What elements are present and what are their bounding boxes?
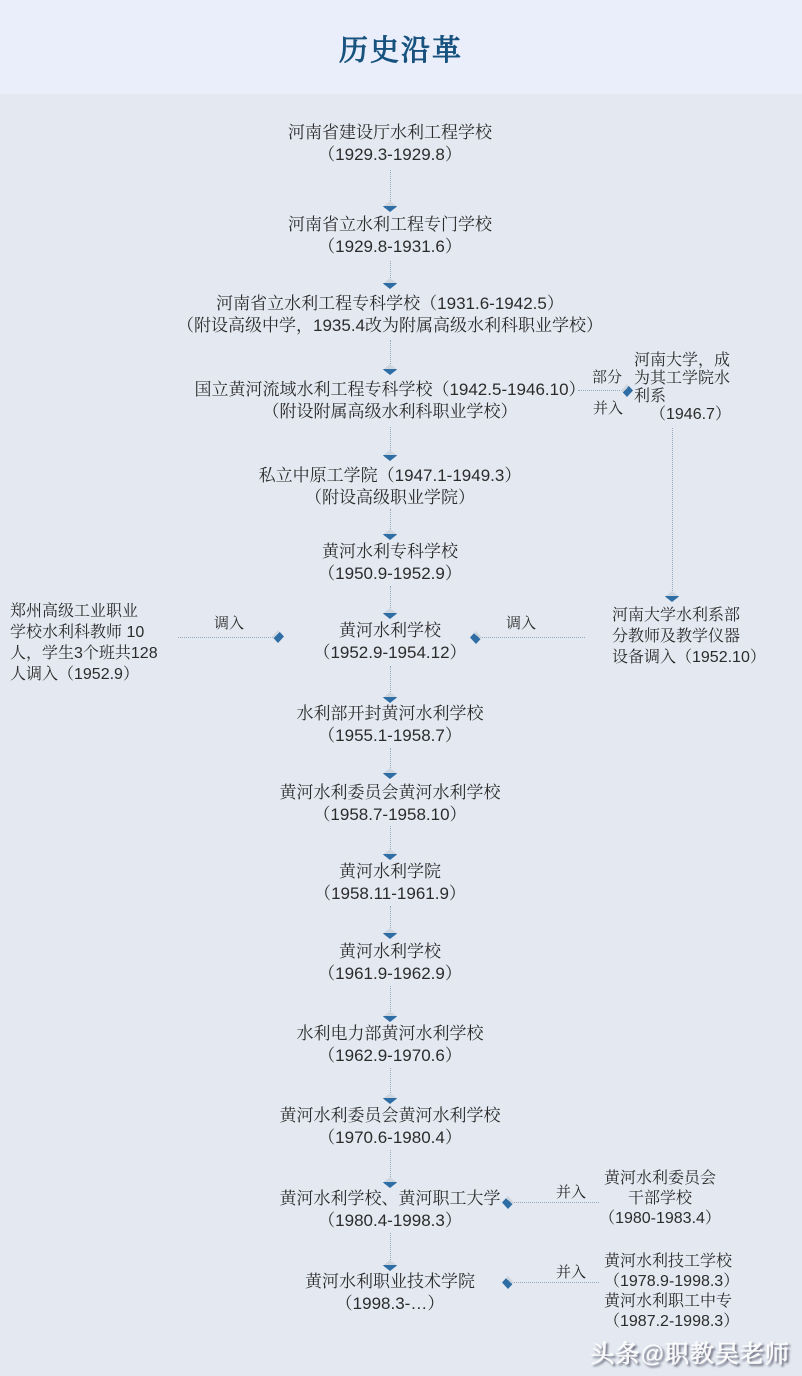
node-date: （1952.9-1954.12） [313,643,467,662]
node-date: （1955.1-1958.7） [318,726,462,745]
flow-node-4 [194,379,585,423]
connector-line [390,1150,391,1177]
flow-node-10 [314,861,466,905]
flow-node-6 [318,541,462,585]
arrow-down-icon [383,849,397,860]
flow-node-5 [259,465,522,509]
branch-node-henan-univ-transfer [612,605,766,668]
node-name: 河南省立水利工程专科学校（1931.6-1942.5） [216,294,564,313]
flow-node-9 [280,782,501,826]
arrow-down-icon [383,1260,397,1271]
connector-line [390,509,391,529]
node-note: （附设高级职业学院） [305,488,475,507]
node-date: （1958.11-1961.9） [314,884,466,903]
arrow-down-icon [665,591,679,602]
branch-text: 利系 [634,388,667,405]
arrow-left-icon [502,1276,514,1289]
arrow-down-icon [383,450,397,461]
branch-text: 河南大学水利系部 [612,607,741,624]
node-name: 水利部开封黄河水利学校 [296,704,484,723]
flow-node-12 [297,1023,484,1067]
flow-node-1 [288,122,492,166]
connector-line [390,340,391,364]
branch-label: 调入 [506,615,537,632]
branch-text: 为其工学院水 [634,370,731,387]
node-name: 黄河水利委员会黄河水利学校 [279,1106,501,1125]
branch-text: 设备调入（1952.10） [612,649,766,666]
flow-node-15 [305,1271,475,1315]
connector-line [390,427,391,450]
branch-node-zhengzhou-school [10,601,158,685]
connector-line [178,637,273,638]
node-date: （1961.9-1962.9） [318,964,462,983]
node-name: 河南省建设厅水利工程学校 [288,123,492,142]
branch-text: 黄河水利委员会 [603,1170,716,1187]
node-date: （1950.9-1952.9） [318,564,462,583]
arrow-left-icon [502,1196,514,1209]
branch-text: 黄河水利职工中专 [604,1293,733,1310]
connector-line [390,748,391,768]
arrow-down-icon [383,928,397,939]
branch-node-jigong-school [604,1252,739,1332]
branch-text: 干部学校 [627,1190,692,1207]
node-date: （1980.4-1998.3） [318,1211,462,1230]
arrow-down-icon [383,1011,397,1022]
node-name: 黄河水利学校 [339,942,441,961]
arrow-down-icon [383,768,397,779]
node-name: 黄河水利职业技术学院 [305,1272,475,1291]
arrow-down-icon [383,692,397,703]
branch-date: （1987.2-1998.3） [604,1313,740,1330]
branch-text: 河南大学，成 [634,352,731,369]
connector-line [390,666,391,692]
branch-label: 部分 [592,369,623,386]
watermark: 头条@职教吴老师 [590,1341,790,1368]
arrow-down-icon [383,608,397,619]
branch-text: 学校水利科教师 10 [10,624,145,641]
flow-node-2 [288,214,492,258]
branch-text: 分教师及教学仪器 [612,628,741,645]
connector-line [514,1202,599,1203]
flow-node-14 [280,1188,501,1232]
connector-line [672,428,673,591]
node-name: 黄河水利学校、黄河职工大学 [279,1189,501,1208]
connector-line [390,261,391,278]
node-date: （1929.3-1929.8） [318,145,462,164]
arrow-down-icon [383,364,397,375]
connector-line [390,170,391,201]
branch-node-ganbu-school [598,1169,722,1229]
branch-text: 黄河水利技工学校 [604,1253,733,1270]
flow-node-7 [313,620,466,664]
node-name: 水利电力部黄河水利学校 [296,1024,484,1043]
node-date: （1958.7-1958.10） [313,805,467,824]
connector-line [514,1282,599,1283]
node-name: 黄河水利学校 [338,621,441,640]
connector-line [578,390,622,391]
arrow-right-icon [621,384,633,397]
node-name: 国立黄河流域水利工程专科学校（1942.5-1946.10） [194,380,586,399]
branch-label: 并入 [556,1184,587,1201]
connector-line [390,1233,391,1260]
arrow-down-icon [383,201,397,212]
node-name: 黄河水利委员会黄河水利学校 [279,783,501,802]
node-name: 私立中原工学院（1947.1-1949.3） [258,466,522,485]
arrow-right-icon [272,630,284,643]
node-note: （附设附属高级水利科职业学校） [262,402,518,421]
flow-node-13 [280,1105,501,1149]
arrow-down-icon [383,529,397,540]
connector-line [390,906,391,928]
page-title: 历史沿革 [338,35,463,67]
node-date: （1929.8-1931.6） [318,237,462,256]
node-name: 黄河水利学院 [338,862,441,881]
node-name: 河南省立水利工程专门学校 [288,215,492,234]
arrow-down-icon [383,278,397,289]
branch-text: 人，学生3个班共128 [10,645,158,662]
connector-line [390,586,391,608]
node-name: 黄河水利专科学校 [322,542,458,561]
arrow-down-icon [383,1177,397,1188]
branch-text: 郑州高级工业职业 [10,603,139,620]
branch-date: （1978.9-1998.3） [604,1273,740,1290]
connector-line [390,986,391,1011]
arrow-down-icon [383,1093,397,1104]
branch-text: 人调入（1952.9） [10,666,139,683]
node-date: （1962.9-1970.6） [318,1046,462,1065]
branch-date: （1946.7） [650,406,731,423]
connector-line [482,637,585,638]
node-note: （附设高级中学，1935.4改为附属高级水利科职业学校） [177,316,603,335]
branch-label: 并入 [593,400,624,417]
branch-node-henan-university [634,352,731,424]
connector-line [390,1068,391,1093]
flow-node-11 [318,941,462,985]
branch-label: 调入 [214,615,245,632]
branch-label: 并入 [556,1264,587,1281]
connector-line [390,826,391,849]
flow-node-8 [297,703,484,747]
branch-date: （1980-1983.4） [599,1210,721,1227]
node-date: （1998.3-…） [335,1294,445,1313]
flow-node-3 [177,293,603,337]
node-date: （1970.6-1980.4） [318,1128,462,1147]
arrow-left-icon [470,631,482,644]
